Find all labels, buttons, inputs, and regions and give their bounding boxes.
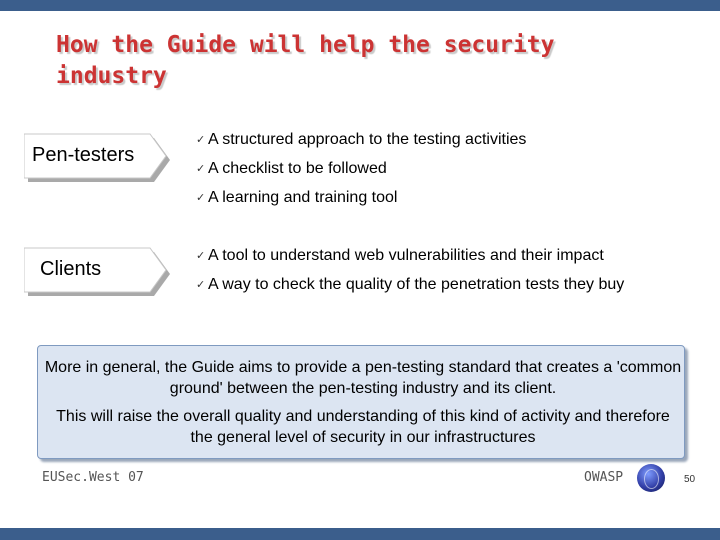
check-icon: ✓ [196, 250, 206, 262]
top-bar [0, 0, 720, 11]
check-icon: ✓ [196, 279, 206, 291]
list-item: ✓ A checklist to be followed [196, 158, 666, 180]
bottom-bar [0, 528, 720, 540]
check-icon: ✓ [196, 134, 206, 146]
list-item: ✓ A tool to understand web vulnerabilities and their impact [196, 245, 666, 267]
list-item: ✓ A structured approach to the testing activities [196, 129, 666, 151]
summary-paragraph: This will raise the overall quality and understanding of this kind of activity and therefore the general level of security in our infrastructures [56, 408, 670, 446]
owasp-globe-icon [637, 464, 665, 492]
clients-label: Clients [40, 258, 102, 280]
page-number: 50 [684, 474, 696, 485]
list-item: ✓ A learning and training tool [196, 187, 666, 209]
summary-paragraph: More in general, the Guide aims to provide a pen-testing standard that creates a 'common ground' between the pen-testing industry and its client. [44, 359, 682, 397]
check-icon: ✓ [196, 163, 206, 175]
slide-title: How the Guide will help the security industry [56, 32, 555, 89]
pen-testers-label: Pen-testers [32, 144, 135, 166]
footer-event: EUSec.West 07 [42, 470, 144, 485]
check-icon: ✓ [196, 192, 206, 204]
footer-org: OWASP [584, 470, 624, 485]
list-item: ✓ A way to check the quality of the penetration tests they buy [196, 274, 656, 296]
